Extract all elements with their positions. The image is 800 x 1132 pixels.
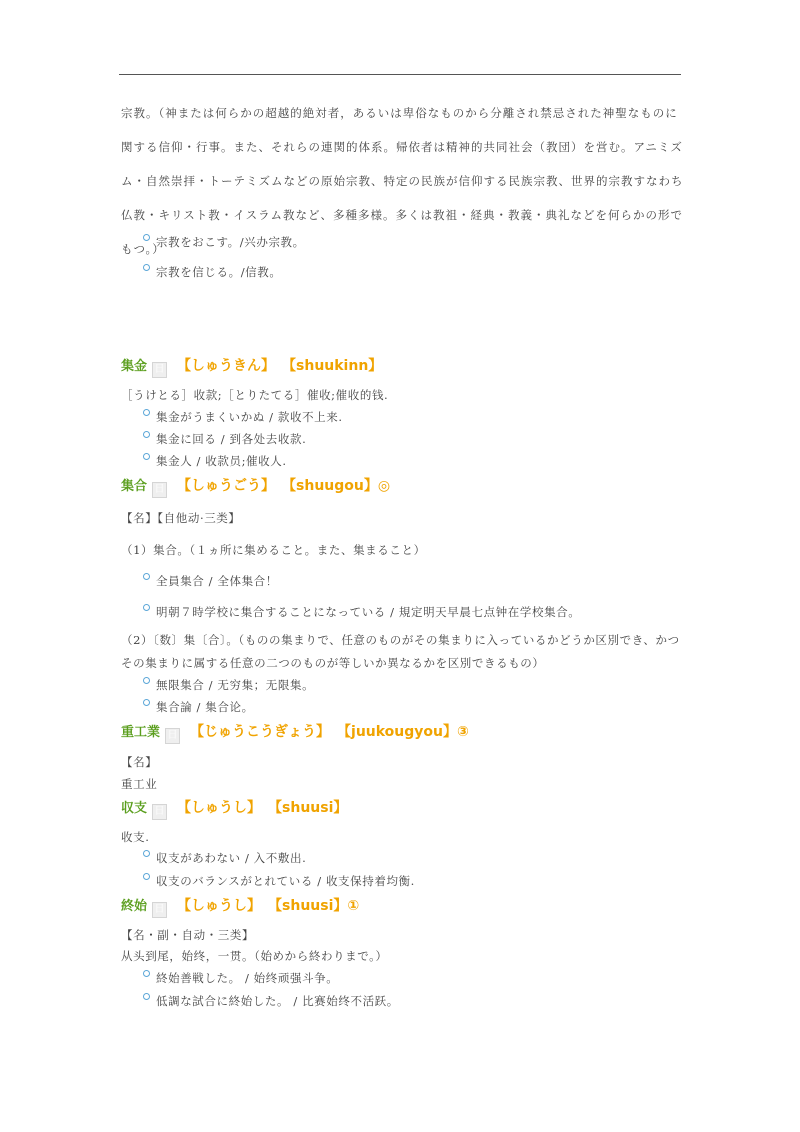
part-of-speech: 【名】【自他动·三类】	[121, 511, 241, 525]
bullet-icon	[143, 234, 150, 241]
entry-heading	[121, 895, 359, 918]
definition: 从头到尾，始终，一贯。（始めから終わりまで。）	[121, 949, 388, 963]
japanese-tag-icon: 日	[152, 902, 167, 918]
part-of-speech: 【名】	[121, 755, 158, 769]
example-item: 収支があわない / 入不敷出.	[143, 850, 306, 866]
headword: 終始	[121, 899, 148, 914]
entry-heading	[121, 475, 390, 498]
bullet-icon	[143, 409, 150, 416]
entry-heading	[121, 797, 347, 820]
top-rule	[119, 74, 681, 75]
headword: 集合	[121, 479, 148, 494]
reading-romaji: 【shuugou】◎	[289, 478, 391, 494]
intro-paragraph: 宗教。（神または何らかの超越的絶対者，あるいは卑俗なものから分離され禁忌された神聖なものに関する信仰・行事。また、それらの連関的体系。帰依者は精神的共同社会（教団）を営む。アニミズム・自然崇拝・トーテミズムなどの原始宗教、特定の民族が信仰する民族宗教、世界的宗教すなわち仏教・キリスト教・イスラム教など、多種多様。多くは教祖・経典・教義・典礼などを何らかの形でもつ。）	[121, 106, 684, 256]
bullet-icon	[143, 264, 150, 271]
example-item: 宗教をおこす。/兴办宗教。	[143, 234, 305, 250]
bullet-icon	[143, 573, 150, 580]
reading-romaji: 【juukougyou】③	[344, 724, 469, 740]
bullet-icon	[143, 431, 150, 438]
part-of-speech: 【名・副・自动・三类】	[121, 928, 255, 942]
bullet-icon	[143, 970, 150, 977]
entry-heading	[121, 355, 382, 378]
bullet-icon	[143, 453, 150, 460]
example-item: 無限集合 / 无穷集；无限集。	[143, 677, 314, 693]
example-item: 集合論 / 集合论。	[143, 699, 254, 715]
reading-romaji: 【shuusi】①	[275, 898, 360, 914]
example-item: 収支のバランスがとれている / 收支保持着均衡.	[143, 873, 415, 889]
japanese-tag-icon: 日	[152, 362, 167, 378]
reading-kana: 【しゅうし】	[177, 898, 262, 914]
entry-heading	[121, 721, 469, 744]
example-item: 低調な試合に終始した。 / 比赛始终不活跃。	[143, 993, 399, 1009]
bullet-icon	[143, 699, 150, 706]
sense-1: （1）集合。（１ヵ所に集めること。また、集まること）	[121, 543, 426, 557]
example-item: 全員集合 / 全体集合！	[143, 573, 278, 589]
example-item: 集金に回る / 到各处去收款.	[143, 431, 306, 447]
reading-romaji: 【shuusi】	[275, 800, 348, 816]
example-item: 終始善戦した。 / 始终顽强斗争。	[143, 970, 338, 986]
headword: 重工業	[121, 725, 161, 740]
sense-2: （2）〔数〕集〔合〕。（ものの集まりで、任意のものがその集まりに入っているかどうか区別でき、かつ	[121, 633, 680, 647]
reading-kana: 【しゅうごう】	[177, 478, 276, 494]
sense-2-continued: その集まりに属する任意の二つのものが等しいか異なるかを区別できるもの）	[121, 656, 545, 670]
japanese-tag-icon: 日	[152, 804, 167, 820]
reading-kana: 【しゅうし】	[177, 800, 262, 816]
definition: 收支.	[121, 830, 150, 844]
bullet-icon	[143, 677, 150, 684]
reading-romaji: 【shuukinn】	[289, 358, 383, 374]
bullet-icon	[143, 993, 150, 1000]
example-item: 集金人 / 收款员;催收人.	[143, 453, 287, 469]
reading-kana: 【しゅうきん】	[177, 358, 276, 374]
bullet-icon	[143, 873, 150, 880]
definition: ［うけとる］收款;［とりたてる］催收;催收的钱.	[121, 388, 389, 402]
headword: 集金	[121, 359, 148, 374]
japanese-tag-icon: 日	[165, 728, 180, 744]
japanese-tag-icon: 日	[152, 482, 167, 498]
headword: 収支	[121, 801, 148, 816]
reading-kana: 【じゅうこうぎょう】	[190, 724, 331, 740]
bullet-icon	[143, 850, 150, 857]
bullet-icon	[143, 604, 150, 611]
definition: 重工业	[121, 777, 158, 791]
example-item: 宗教を信じる。/信教。	[143, 264, 281, 280]
example-item: 明朝７時学校に集合することになっている / 規定明天早晨七点钟在学校集合。	[143, 604, 580, 620]
example-item: 集金がうまくいかぬ / 款收不上来.	[143, 409, 343, 425]
